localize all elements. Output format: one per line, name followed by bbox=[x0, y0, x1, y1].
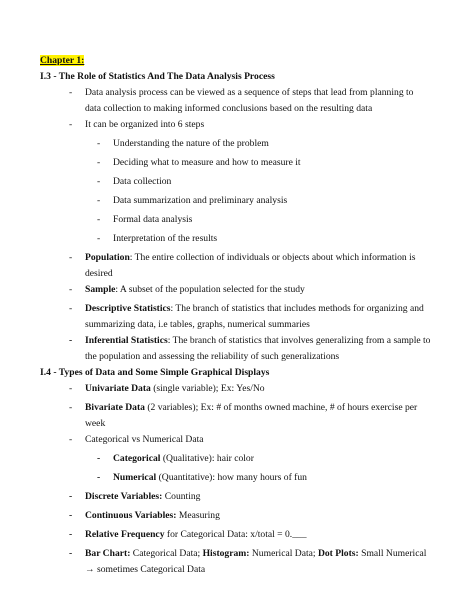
bivariate-definition bbox=[85, 402, 417, 414]
definition: Categorical Data; bbox=[130, 548, 203, 559]
step-item: Data summarization and preliminary analysis bbox=[113, 195, 288, 206]
section-1-3-title: I.3 - The Role of Statistics And The Data Analysis Process bbox=[40, 71, 275, 82]
population-definition bbox=[85, 252, 416, 264]
population-definition-cont: desired bbox=[85, 268, 113, 279]
graphical-displays-definition bbox=[85, 548, 426, 560]
term: Dot Plots: bbox=[317, 548, 359, 559]
inferential-statistics-cont: the population and assessing the reliability of such generalizations bbox=[85, 351, 340, 362]
bullet-dash: - bbox=[97, 453, 101, 464]
descriptive-statistics-definition bbox=[85, 303, 424, 315]
term: Histogram: bbox=[202, 548, 250, 559]
term: Numerical bbox=[113, 472, 157, 483]
definition: Small Numerical bbox=[358, 548, 427, 559]
arrow-icon: → bbox=[85, 564, 95, 575]
chapter-label: Chapter 1: bbox=[40, 55, 85, 66]
inferential-statistics-definition bbox=[85, 335, 430, 347]
definition: : A subset of the population selected for the study bbox=[115, 284, 305, 295]
term: Categorical bbox=[113, 453, 161, 464]
step-item: Understanding the nature of the problem bbox=[113, 138, 269, 149]
step-item: Formal data analysis bbox=[113, 214, 193, 225]
process-text-cont: data collection to making informed conclusions based on the resulting data bbox=[85, 103, 373, 114]
term: Discrete Variables: bbox=[85, 491, 163, 502]
term: Descriptive Statistics bbox=[85, 303, 171, 314]
definition: Numerical Data; bbox=[249, 548, 318, 559]
univariate-definition bbox=[85, 383, 265, 395]
bullet-dash: - bbox=[69, 529, 73, 540]
term: Inferential Statistics bbox=[85, 335, 168, 346]
continuous-variables-definition bbox=[85, 510, 220, 522]
bullet-dash: - bbox=[69, 491, 73, 502]
categorical-definition bbox=[113, 453, 254, 465]
definition: for Categorical Data: x/total = 0.___ bbox=[164, 529, 307, 540]
descriptive-statistics-cont: summarizing data, i.e tables, graphs, numerical summaries bbox=[85, 319, 310, 330]
bullet-dash: - bbox=[69, 548, 73, 559]
term: Population bbox=[85, 252, 130, 263]
chapter-heading bbox=[40, 55, 84, 67]
graphical-displays-cont bbox=[85, 564, 205, 576]
definition: Measuring bbox=[176, 510, 220, 521]
section-1-4-title: I.4 - Types of Data and Some Simple Graphical Displays bbox=[40, 367, 270, 378]
categorical-vs-numerical: Categorical vs Numerical Data bbox=[85, 434, 204, 445]
definition: sometimes Categorical Data bbox=[94, 564, 206, 575]
bullet-dash: - bbox=[97, 195, 101, 206]
bullet-dash: - bbox=[97, 233, 101, 244]
definition: Counting bbox=[162, 491, 201, 502]
definition: (Qualitative): hair color bbox=[160, 453, 254, 464]
bullet-dash: - bbox=[69, 335, 73, 346]
bullet-dash: - bbox=[69, 252, 73, 263]
definition: (single variable); Ex: Yes/No bbox=[150, 383, 265, 394]
definition: (Quantitative): how many hours of fun bbox=[156, 472, 307, 483]
step-item: Data collection bbox=[113, 176, 172, 187]
relative-frequency-definition bbox=[85, 529, 307, 541]
term: Sample bbox=[85, 284, 116, 295]
definition: : The branch of statistics that includes methods for organizing and bbox=[170, 303, 424, 314]
bullet-dash: - bbox=[97, 157, 101, 168]
bullet-dash: - bbox=[69, 284, 73, 295]
bullet-dash: - bbox=[97, 214, 101, 225]
bullet-dash: - bbox=[69, 402, 73, 413]
process-text: Data analysis process can be viewed as a sequence of steps that lead from planning to bbox=[85, 87, 414, 98]
term: Univariate Data bbox=[85, 383, 151, 394]
bivariate-definition-cont: week bbox=[85, 418, 106, 429]
bullet-dash: - bbox=[69, 383, 73, 394]
term: Bivariate Data bbox=[85, 402, 145, 413]
steps-intro: It can be organized into 6 steps bbox=[85, 119, 205, 130]
bullet-dash: - bbox=[97, 472, 101, 483]
discrete-variables-definition bbox=[85, 491, 200, 503]
step-item: Deciding what to measure and how to measure it bbox=[113, 157, 301, 168]
step-item: Interpretation of the results bbox=[113, 233, 218, 244]
definition: (2 variables); Ex: # of months owned machine, # of hours exercise per bbox=[144, 402, 418, 413]
bullet-dash: - bbox=[69, 303, 73, 314]
bullet-dash: - bbox=[97, 176, 101, 187]
definition: : The entire collection of individuals or objects about which information is bbox=[129, 252, 416, 263]
definition: : The branch of statistics that involves generalizing from a sample to bbox=[167, 335, 431, 346]
bullet-dash: - bbox=[97, 138, 101, 149]
bullet-dash: - bbox=[69, 510, 73, 521]
term: Continuous Variables: bbox=[85, 510, 177, 521]
bullet-dash: - bbox=[69, 119, 73, 130]
sample-definition bbox=[85, 284, 305, 296]
bullet-dash: - bbox=[69, 87, 73, 98]
bullet-dash: - bbox=[69, 434, 73, 445]
numerical-definition bbox=[113, 472, 307, 484]
term: Relative Frequency bbox=[85, 529, 165, 540]
term: Bar Chart: bbox=[85, 548, 131, 559]
